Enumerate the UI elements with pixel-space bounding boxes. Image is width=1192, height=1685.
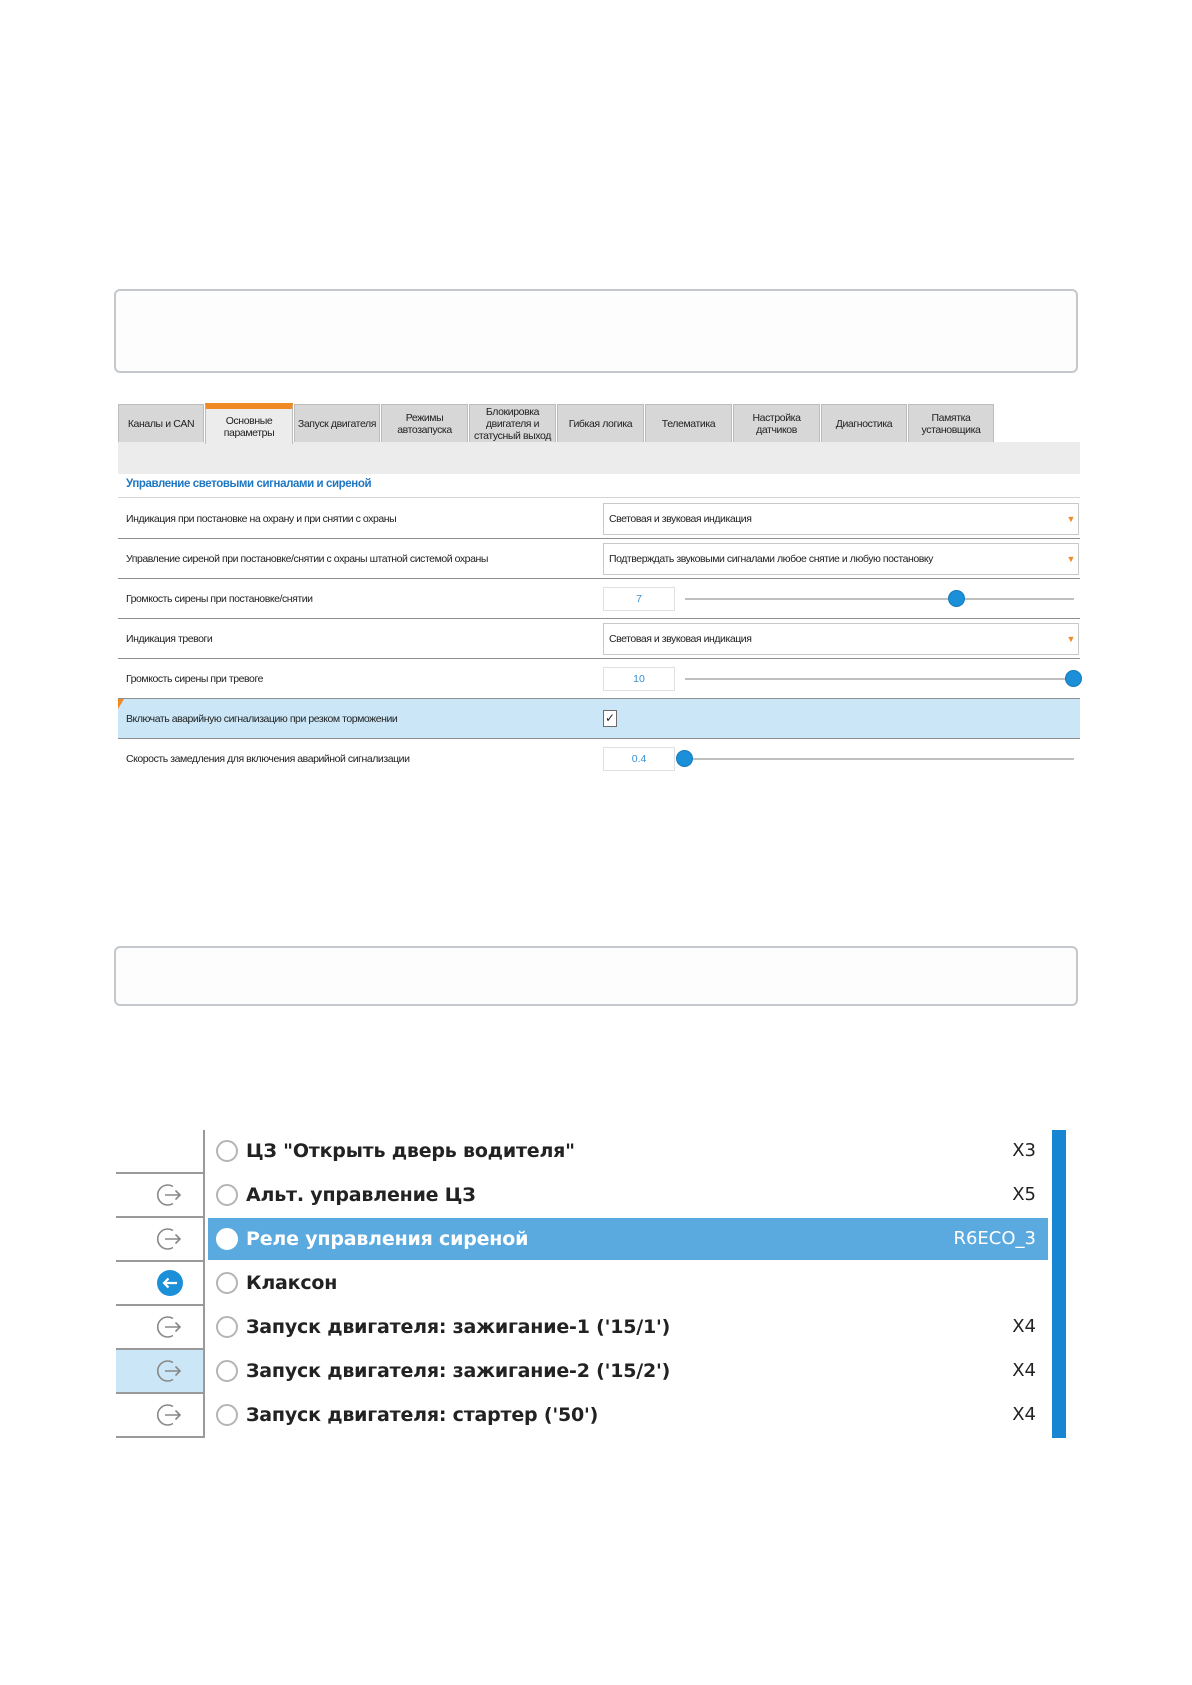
divider [116, 1436, 203, 1438]
tab-autostart-modes[interactable]: Режимы автозапуска [381, 404, 468, 442]
dropdown-caret-icon: ▼ [1066, 554, 1075, 564]
alarm-volume-slider-track[interactable] [685, 678, 1074, 680]
tab-channels-can[interactable]: Каналы и CAN [118, 404, 204, 442]
output-connector: X5 [1012, 1184, 1036, 1205]
alarm-volume-slider-thumb[interactable] [1065, 670, 1082, 687]
output-connector: X4 [1012, 1404, 1036, 1425]
select-value: Световая и звуковая индикация [609, 633, 752, 645]
radio-button[interactable] [216, 1184, 238, 1206]
column-divider [203, 1130, 205, 1438]
note-box-top [114, 289, 1078, 373]
radio-button[interactable] [216, 1360, 238, 1382]
settings-panel [118, 404, 1080, 778]
side-column [116, 1130, 203, 1438]
setting-label: Индикация тревоги [126, 633, 213, 645]
dropdown-caret-icon: ▼ [1066, 514, 1075, 524]
tab-diagnostics[interactable]: Диагностика [821, 404, 907, 442]
tab-content-header [118, 442, 1080, 474]
tab-main-params[interactable]: Основные параметры [205, 403, 293, 444]
divider [116, 1392, 203, 1394]
arm-volume-value[interactable]: 7 [603, 587, 675, 611]
setting-label: Громкость сирены при тревоге [126, 673, 263, 685]
arrow-right-icon[interactable] [156, 1357, 184, 1385]
arrow-right-icon[interactable] [156, 1313, 184, 1341]
scrollbar[interactable] [1052, 1130, 1066, 1438]
setting-label: Индикация при постановке на охрану и при снятии с охраны [126, 513, 397, 525]
output-connector: X3 [1012, 1140, 1036, 1161]
output-label: Альт. управление ЦЗ [246, 1184, 476, 1206]
outputs-list [116, 1130, 1066, 1438]
tab-bar [118, 404, 1080, 442]
divider [116, 1348, 203, 1350]
setting-row [118, 619, 1080, 659]
output-label: Реле управления сиреной [246, 1228, 529, 1250]
deceleration-value[interactable]: 0.4 [603, 747, 675, 771]
alarm-volume-value[interactable]: 10 [603, 667, 675, 691]
tab-sensor-settings[interactable]: Настройка датчиков [733, 404, 820, 442]
output-label: ЦЗ "Открыть дверь водителя" [246, 1140, 575, 1162]
setting-label: Скорость замедления для включения аварийной сигнализации [126, 753, 410, 765]
output-item[interactable] [208, 1174, 1048, 1216]
output-item[interactable] [208, 1306, 1048, 1348]
output-connector: R6ECO_3 [953, 1228, 1036, 1249]
divider [116, 1216, 203, 1218]
output-label: Запуск двигателя: зажигание-2 ('15/2') [246, 1360, 671, 1382]
radio-button[interactable] [216, 1272, 238, 1294]
radio-button[interactable] [216, 1140, 238, 1162]
setting-label: Управление сиреной при постановке/снятии с охраны штатной системой охраны [126, 553, 488, 565]
divider [116, 1260, 203, 1262]
output-item[interactable] [208, 1262, 1048, 1304]
arm-indication-select[interactable] [603, 503, 1079, 535]
arm-volume-slider-track[interactable] [685, 598, 1074, 600]
output-item[interactable] [208, 1130, 1048, 1172]
select-value: Световая и звуковая индикация [609, 513, 752, 525]
radio-button[interactable] [216, 1316, 238, 1338]
output-item[interactable] [208, 1350, 1048, 1392]
deceleration-slider-track[interactable] [685, 758, 1074, 760]
tab-engine-block[interactable]: Блокировка двигателя и статусный выход [469, 404, 556, 442]
changed-flag-icon [118, 699, 124, 709]
setting-row-highlighted [118, 699, 1080, 739]
note-box-middle [114, 946, 1078, 1006]
section-title: Управление световыми сигналами и сиреной [118, 474, 1080, 498]
setting-label: Включать аварийную сигнализацию при резком торможении [126, 713, 398, 725]
output-label: Запуск двигателя: стартер ('50') [246, 1404, 599, 1426]
setting-label: Громкость сирены при постановке/снятии [126, 593, 313, 605]
output-label: Запуск двигателя: зажигание-1 ('15/1') [246, 1316, 671, 1338]
setting-row [118, 579, 1080, 619]
emergency-brake-checkbox[interactable]: ✓ [604, 711, 616, 725]
tab-installer-memo[interactable]: Памятка установщика [908, 404, 994, 442]
output-connector: X4 [1012, 1360, 1036, 1381]
setting-row [118, 499, 1080, 539]
divider [116, 1304, 203, 1306]
output-connector: X4 [1012, 1316, 1036, 1337]
alarm-indication-select[interactable] [603, 623, 1079, 655]
arrow-right-icon[interactable] [156, 1401, 184, 1429]
divider [116, 1172, 203, 1174]
radio-button[interactable] [216, 1228, 238, 1250]
arm-volume-slider-thumb[interactable] [948, 590, 965, 607]
arrow-right-icon[interactable] [156, 1181, 184, 1209]
arrow-left-filled-icon[interactable] [156, 1269, 184, 1297]
setting-row [118, 539, 1080, 579]
output-label: Клаксон [246, 1272, 338, 1294]
tab-engine-start[interactable]: Запуск двигателя [294, 404, 380, 442]
select-value: Подтверждать звуковыми сигналами любое снятие и любую постановку [609, 553, 933, 565]
radio-button[interactable] [216, 1404, 238, 1426]
tab-flexible-logic[interactable]: Гибкая логика [557, 404, 644, 442]
dropdown-caret-icon: ▼ [1066, 634, 1075, 644]
siren-control-select[interactable] [603, 543, 1079, 575]
setting-row [118, 659, 1080, 699]
output-item-selected[interactable] [208, 1218, 1048, 1260]
setting-row [118, 739, 1080, 779]
output-item[interactable] [208, 1394, 1048, 1436]
deceleration-slider-thumb[interactable] [676, 750, 693, 767]
tab-telematics[interactable]: Телематика [645, 404, 732, 442]
arrow-right-icon[interactable] [156, 1225, 184, 1253]
